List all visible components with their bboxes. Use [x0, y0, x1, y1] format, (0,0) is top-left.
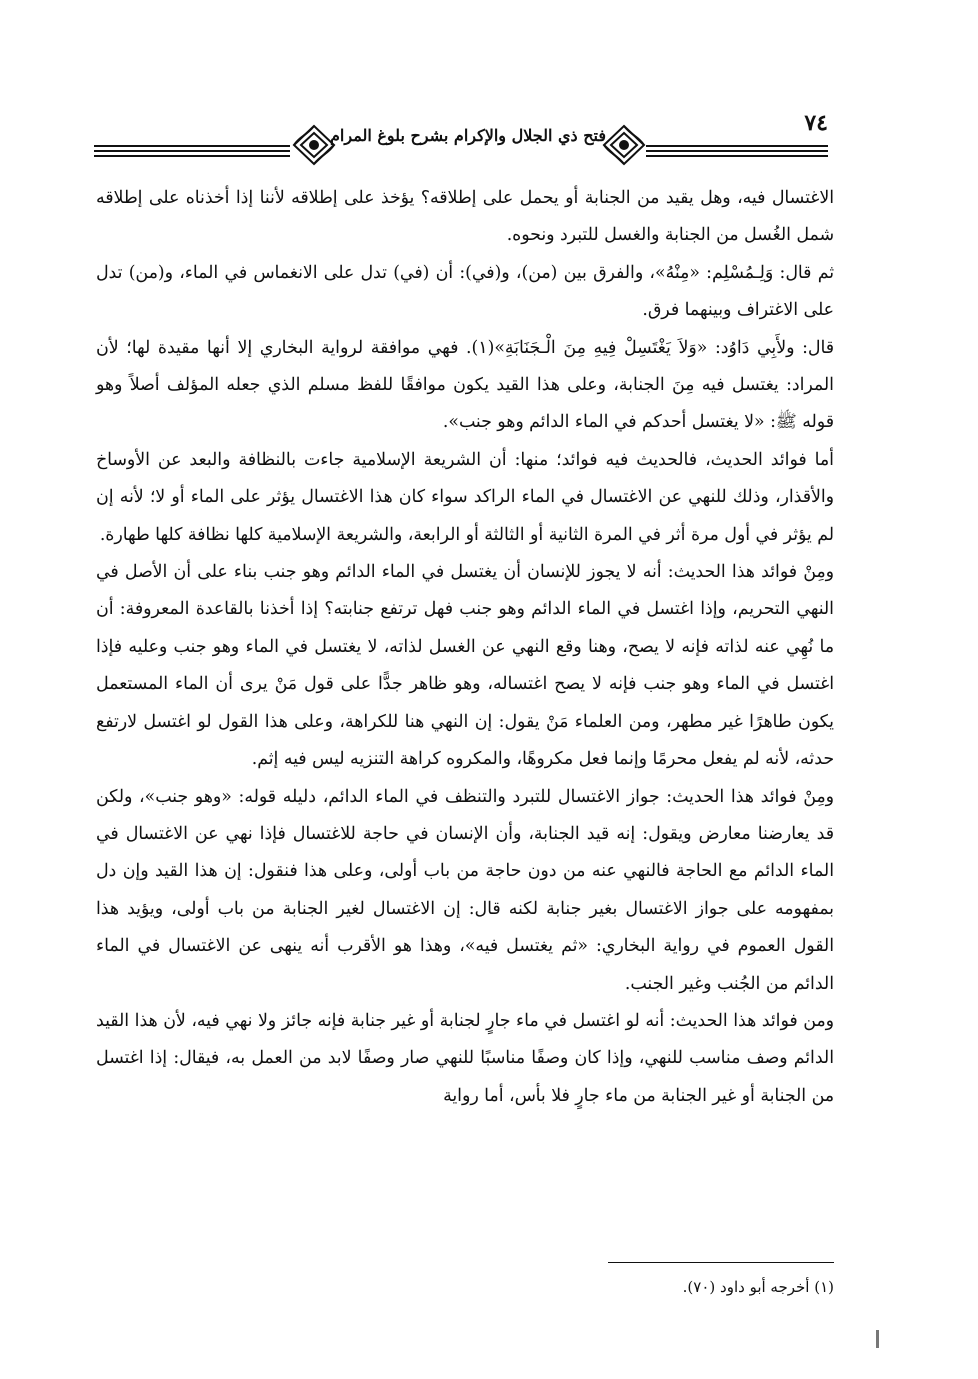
footnote-separator [608, 1262, 834, 1263]
paragraph: ومِنْ فوائد هذا الحديث: جواز الاغتسال للتبرد والتنظف في الماء الدائم، دليله قوله: «وهو جنب»، ولكن قد يعارضنا معارض ويقول: إنه قيد الجنابة، وأن الإنسان في حاجة للاغتسال فإذا نهي عن الاغتسال في الماء الدائم مع الحاجة فالنهي عنه من دون حاجة من باب أولى، وعلى هذا فنقول: إن هذا القيد وإن دل بمفهومه على جواز الاغتسال بغير جنابة لكنه قال: إن الاغتسال لغير الجنابة من باب أولى، ويؤيد هذا القول العموم في رواية البخاري: «ثم يغتسل فيه»، وهذا هو الأقرب أنه ينهى عن الاغتسال في الماء الدائم من الجُنب وغير الجنب. [96, 786, 834, 994]
footnote: (١) أخرجه أبو داود (٧٠). [682, 1278, 834, 1296]
header-rule-left [94, 145, 290, 147]
page-number: ٧٤ [804, 110, 828, 136]
header-rule-left [94, 155, 290, 157]
header-rule-right [646, 155, 828, 157]
paragraph: قال: ولأَبِي دَاوُد: «وَلاَ يَغْتَسِلْ فِيهِ مِنَ الْـجَنَابَةِ»(١). فهي موافقة لرواية البخاري إلا أنها مقيدة لها؛ لأن المراد: يغتسل فيه مِنَ الجنابة، وعلى هذا القيد يكون موافقًا للفظ مسلم الذي جعله المؤلف أصلاً وهو قوله ﷺ: «لا يغتسل أحدكم في الماء الدائم وهو جنب». [96, 337, 835, 433]
running-header [94, 110, 828, 174]
ornament-right-icon [600, 122, 648, 168]
paragraph: ومِنْ فوائد هذا الحديث: أنه لا يجوز للإنسان أن يغتسل في الماء الدائم وهو جنب بناء على أن الأصل في النهي التحريم، وإذا اغتسل في الماء الدائم وهو جنب فهل ترتفع جنابته؟ إذا أخذنا بالقاعدة المعروفة: أن ما نُهِي عنه لذاته فإنه لا يصح، وهنا وقع النهي عن الغسل لذاته، لا يغتسل في الماء وهو جنب وعليه فإذا اغتسل في الماء وهو جنب فإنه لا يصح اغتساله، وهو ظاهر جدًّا على قول مَنْ يرى أن الماء المستعمل يكون طاهرًا غير مطهر، ومن العلماء مَنْ يقول: إن النهي هنا للكراهة، وعلى هذا القول لو اغتسل لارتفع حدثه، لأنه لم يفعل محرمًا وإنما فعل مكروهًا، والمكروه كراهة التنزيه ليس فيه إثم. [96, 562, 834, 770]
paragraph: أما فوائد الحديث، فالحديث فيه فوائد؛ منها: أن الشريعة الإسلامية جاءت بالنظافة والبعد عن الأوساخ والأقذار، وذلك للنهي عن الاغتسال في الماء الراكد سواء كان هذا الاغتسال يؤثر على الماء أو لا؛ لأنه إن لم يؤثر في أول مرة أثر في المرة الثانية أو الثالثة أو الرابعة، والشريعة الإسلامية كلها نظافة كلها طهارة. [96, 449, 834, 545]
paragraph: الاغتسال فيه، وهل يقيد من الجنابة أو يحمل على إطلاقه؟ يؤخذ على إطلاقه لأننا إذا أخذناه على إطلاقه شمل الغُسل من الجنابة والغسل للتبرد ونحوه. [96, 188, 834, 246]
header-rule-left [94, 150, 290, 152]
book-title: فتح ذي الجلال والإكرام بشرح بلوغ المرام [330, 126, 606, 145]
header-rule-right [646, 150, 828, 152]
scan-margin-mark [876, 1330, 879, 1348]
paragraph: ثم قال: وَلِـمُسْلِم: «مِنْهُ»، والفرق بين (من)، و(في): أن (في) تدل على الانغماس في الماء، و(من) تدل على الاغتراف وبينهما فرق. [96, 262, 834, 321]
paragraph: ومن فوائد هذا الحديث: أنه لو اغتسل في ماء جارٍ لجنابة أو غير جنابة فإنه جائز ولا نهي فيه، لأن هذا القيد الدائم وصف مناسب للنهي، وإذا كان وصفًا مناسبًا للنهي صار وصفًا لابد من العمل به، فيقال: إذا اغتسل من الجنابة أو غير الجنابة من ماء جارٍ فلا بأس، أما رواية [96, 1010, 834, 1106]
header-rule-right [646, 145, 828, 147]
main-text [96, 180, 834, 1115]
